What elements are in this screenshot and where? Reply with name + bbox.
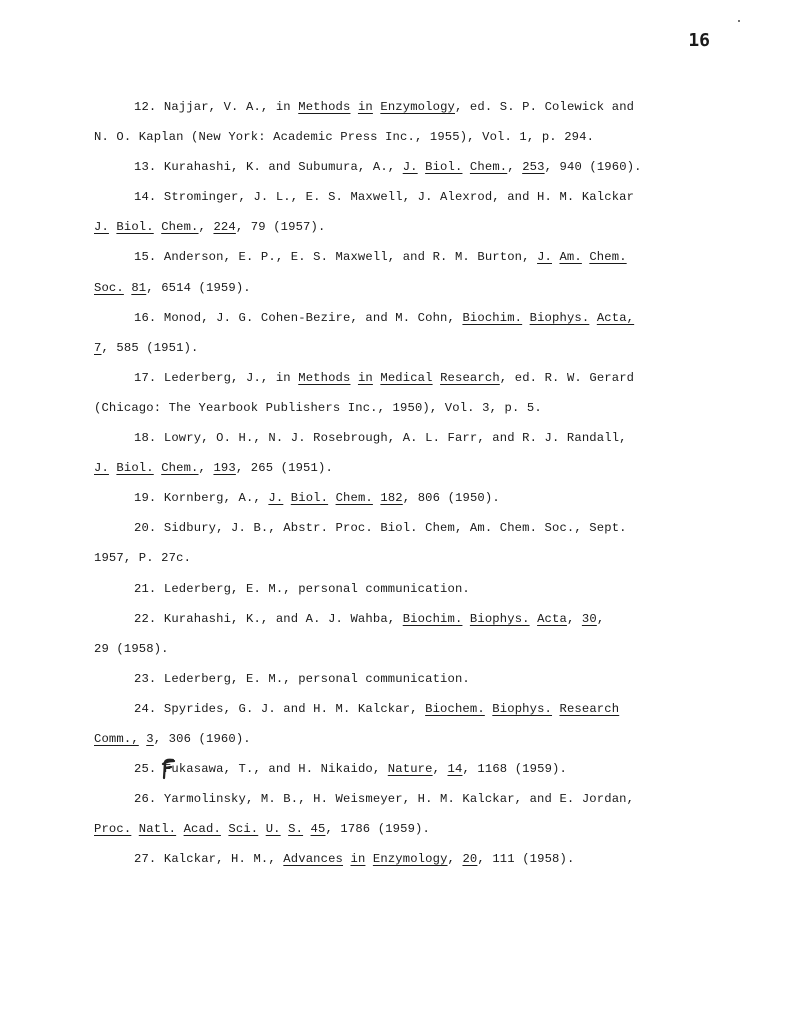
underlined-citation-text: Methods <box>298 100 351 114</box>
reference-text <box>530 612 537 626</box>
reference-text <box>418 160 425 174</box>
underlined-citation-text: Biochim. <box>402 611 463 626</box>
reference-number: 17. <box>134 370 157 385</box>
reference-text: , 585 (1951). <box>101 340 199 355</box>
reference-text <box>131 822 138 836</box>
reference-text: Yarmolinsky, M. B., H. Weismeyer, H. M. Kalckar, and E. Jordan, <box>163 792 635 807</box>
underlined-citation-text: Natl. <box>138 822 177 837</box>
reference-text <box>281 822 288 836</box>
underlined-citation-text: 3 <box>146 731 154 746</box>
underlined-citation-text: Research <box>559 701 620 716</box>
underlined-citation-text: Am. <box>559 250 582 265</box>
underlined-citation-text: 193 <box>213 461 236 476</box>
underlined-citation-text: Biophys. <box>469 611 530 626</box>
underlined-citation-text: Chem. <box>161 461 199 476</box>
underlined-citation-text: J. <box>268 491 284 506</box>
reference-text: Lederberg, J., in <box>163 370 299 385</box>
underlined-citation-text: Chem. <box>589 250 627 265</box>
underlined-citation-text: Biochem. <box>425 701 485 716</box>
underlined-citation-text: Research <box>440 370 500 385</box>
reference-text: Spyrides, G. J. and H. M. Kalckar, <box>163 701 426 716</box>
handwritten-correction: Fu <box>164 754 179 784</box>
underlined-citation-text: Biochim. <box>462 310 523 325</box>
underlined-citation-text: J. <box>94 461 109 476</box>
reference-text: , 1786 (1959). <box>325 822 430 837</box>
underlined-citation-text: 224 <box>213 220 236 235</box>
reference-entry <box>94 604 674 634</box>
reference-number: 24. <box>134 701 157 716</box>
reference-text <box>350 371 357 385</box>
reference-entry <box>94 423 674 453</box>
reference-number: 25. <box>134 762 157 777</box>
reference-text: Lederberg, E. M., personal communication. <box>163 671 470 686</box>
underlined-citation-text: Acta <box>537 611 567 626</box>
reference-entry <box>94 483 674 513</box>
reference-number: 21. <box>134 581 157 596</box>
reference-text: , 940 (1960). <box>544 160 642 175</box>
reference-text <box>365 852 372 866</box>
reference-number: 12. <box>134 100 157 114</box>
underlined-citation-text: 253 <box>522 160 545 175</box>
reference-continuation <box>94 814 674 844</box>
reference-number: 19. <box>134 491 157 506</box>
underlined-citation-text: Chem. <box>335 491 373 506</box>
handwritten-f-mark-icon <box>161 758 177 780</box>
underlined-citation-text: Proc. <box>94 822 132 837</box>
underlined-citation-text: Biol. <box>116 220 154 235</box>
reference-text: , 306 (1960). <box>153 731 251 746</box>
underlined-citation-text: Biophys. <box>529 310 590 325</box>
reference-entry <box>94 694 674 724</box>
underlined-citation-text: Methods <box>298 370 351 385</box>
underlined-citation-text: 182 <box>380 491 403 506</box>
reference-text: Najjar, V. A., in <box>163 100 299 114</box>
reference-text <box>433 371 440 385</box>
reference-text: Kurahashi, K., and A. J. Wahba, <box>163 611 403 626</box>
underlined-citation-text: Medical <box>380 370 433 385</box>
reference-text: Monod, J. G. Cohen-Bezire, and M. Cohn, <box>163 310 463 325</box>
reference-continuation <box>94 453 674 483</box>
underlined-citation-text: Chem. <box>469 160 508 175</box>
reference-text: Strominger, J. L., E. S. Maxwell, J. Alexrod, and H. M. Kalckar <box>163 190 635 205</box>
reference-text: Lowry, O. H., N. J. Rosebrough, A. L. Farr, and R. J. Randall, <box>163 431 627 446</box>
reference-text: kasawa, T., and H. Nikaido, <box>178 762 388 777</box>
reference-number: 13. <box>134 160 157 175</box>
reference-text: N. O. Kaplan (New York: Academic Press Inc., 1955), Vol. 1, p. 294. <box>94 130 595 145</box>
underlined-citation-text: Biol. <box>425 160 463 175</box>
reference-entry <box>94 92 674 122</box>
reference-text: Kurahashi, K. and Subumura, A., <box>163 160 403 175</box>
reference-number: 22. <box>134 611 157 626</box>
reference-text: , 265 (1951). <box>235 461 333 476</box>
reference-text: 1957, P. 27c. <box>94 551 192 566</box>
underlined-citation-text: Biophys. <box>492 701 553 716</box>
underlined-citation-text: Soc. <box>94 280 124 295</box>
reference-entry <box>94 303 674 333</box>
reference-continuation <box>94 543 674 573</box>
reference-text: Kalckar, H. M., <box>163 852 284 867</box>
underlined-citation-text: 81 <box>131 280 147 295</box>
reference-continuation <box>94 273 674 303</box>
reference-continuation <box>94 634 674 664</box>
reference-number: 23. <box>134 671 157 686</box>
page-number: 16 <box>688 30 710 51</box>
underlined-citation-text: 7 <box>94 340 102 355</box>
reference-text <box>283 491 290 505</box>
reference-text: Sidbury, J. B., Abstr. Proc. Biol. Chem, Am. Chem. Soc., Sept. <box>163 521 627 536</box>
underlined-citation-text: U. <box>265 822 281 837</box>
reference-text <box>176 822 183 836</box>
underlined-citation-text: 30 <box>581 611 597 626</box>
underlined-citation-text: Biol. <box>116 461 154 476</box>
reference-number: 27. <box>134 852 157 867</box>
reference-continuation <box>94 724 674 754</box>
reference-text: , <box>447 852 463 867</box>
reference-text: , 111 (1958). <box>477 852 575 867</box>
reference-entry <box>94 513 674 543</box>
underlined-citation-text: in <box>357 100 373 114</box>
reference-continuation <box>94 393 674 423</box>
reference-text: , <box>198 220 214 235</box>
underlined-citation-text: Nature <box>387 762 433 777</box>
reference-text <box>328 491 335 505</box>
underlined-citation-text: J. <box>537 250 552 265</box>
reference-text <box>462 612 469 626</box>
reference-text: Lederberg, E. M., personal communication. <box>163 581 470 596</box>
reference-entry <box>94 754 674 784</box>
reference-text <box>303 822 310 836</box>
reference-continuation <box>94 122 674 152</box>
reference-text: (Chicago: The Yearbook Publishers Inc., 1950), Vol. 3, p. 5. <box>94 400 542 415</box>
underlined-citation-text: Acta, <box>596 310 635 325</box>
reference-number: 16. <box>134 310 157 325</box>
reference-text <box>258 822 265 836</box>
underlined-citation-text: Enzymology <box>380 100 455 114</box>
reference-text <box>350 100 357 114</box>
underlined-citation-text: 45 <box>310 822 326 837</box>
reference-continuation <box>94 333 674 363</box>
reference-text <box>462 160 469 174</box>
reference-text: 29 (1958). <box>94 641 169 656</box>
reference-entry <box>94 242 674 272</box>
reference-entry <box>94 784 674 814</box>
underlined-citation-text: 20 <box>462 852 478 867</box>
reference-number: 14. <box>134 190 157 205</box>
reference-text: , <box>198 461 214 476</box>
reference-text: Anderson, E. P., E. S. Maxwell, and R. M. Burton, <box>163 250 538 265</box>
underlined-citation-text: Biol. <box>290 491 329 506</box>
reference-text: , ed. R. W. Gerard <box>499 370 635 385</box>
reference-number: 20. <box>134 521 157 536</box>
reference-entry <box>94 844 674 874</box>
reference-entry <box>94 363 674 393</box>
reference-text: , <box>507 160 523 175</box>
reference-text: , <box>432 762 448 777</box>
underlined-citation-text: Chem. <box>161 220 199 235</box>
reference-number: 18. <box>134 431 157 446</box>
reference-text: , ed. S. P. Colewick and <box>455 100 635 114</box>
underlined-citation-text: J. <box>402 160 418 175</box>
reference-entry <box>94 574 674 604</box>
reference-text: , <box>596 611 605 626</box>
reference-number: 26. <box>134 792 157 807</box>
underlined-citation-text: J. <box>94 220 109 235</box>
reference-entry <box>94 152 674 182</box>
underlined-citation-text: in <box>357 370 373 385</box>
reference-entry <box>94 664 674 694</box>
reference-entry <box>94 182 674 212</box>
reference-text: , 6514 (1959). <box>146 280 251 295</box>
reference-text: , <box>566 611 582 626</box>
reference-text: , 806 (1950). <box>402 491 500 506</box>
reference-text: Kornberg, A., <box>163 491 269 506</box>
underlined-citation-text: 14 <box>447 762 463 777</box>
underlined-citation-text: in <box>350 852 366 867</box>
reference-text: , 1168 (1959). <box>462 762 567 777</box>
reference-list <box>94 92 674 874</box>
underlined-citation-text: Acad. <box>183 822 221 837</box>
reference-continuation <box>94 212 674 242</box>
underlined-citation-text: Sci. <box>228 822 259 837</box>
ink-speck <box>738 20 740 22</box>
reference-text: , 79 (1957). <box>235 220 326 235</box>
reference-text <box>589 311 596 325</box>
underlined-citation-text: Advances <box>283 852 344 867</box>
underlined-citation-text: Enzymology <box>372 852 448 867</box>
underlined-citation-text: S. <box>288 822 304 837</box>
reference-number: 15. <box>134 250 157 265</box>
underlined-citation-text: Comm., <box>94 731 139 746</box>
reference-text <box>522 311 529 325</box>
